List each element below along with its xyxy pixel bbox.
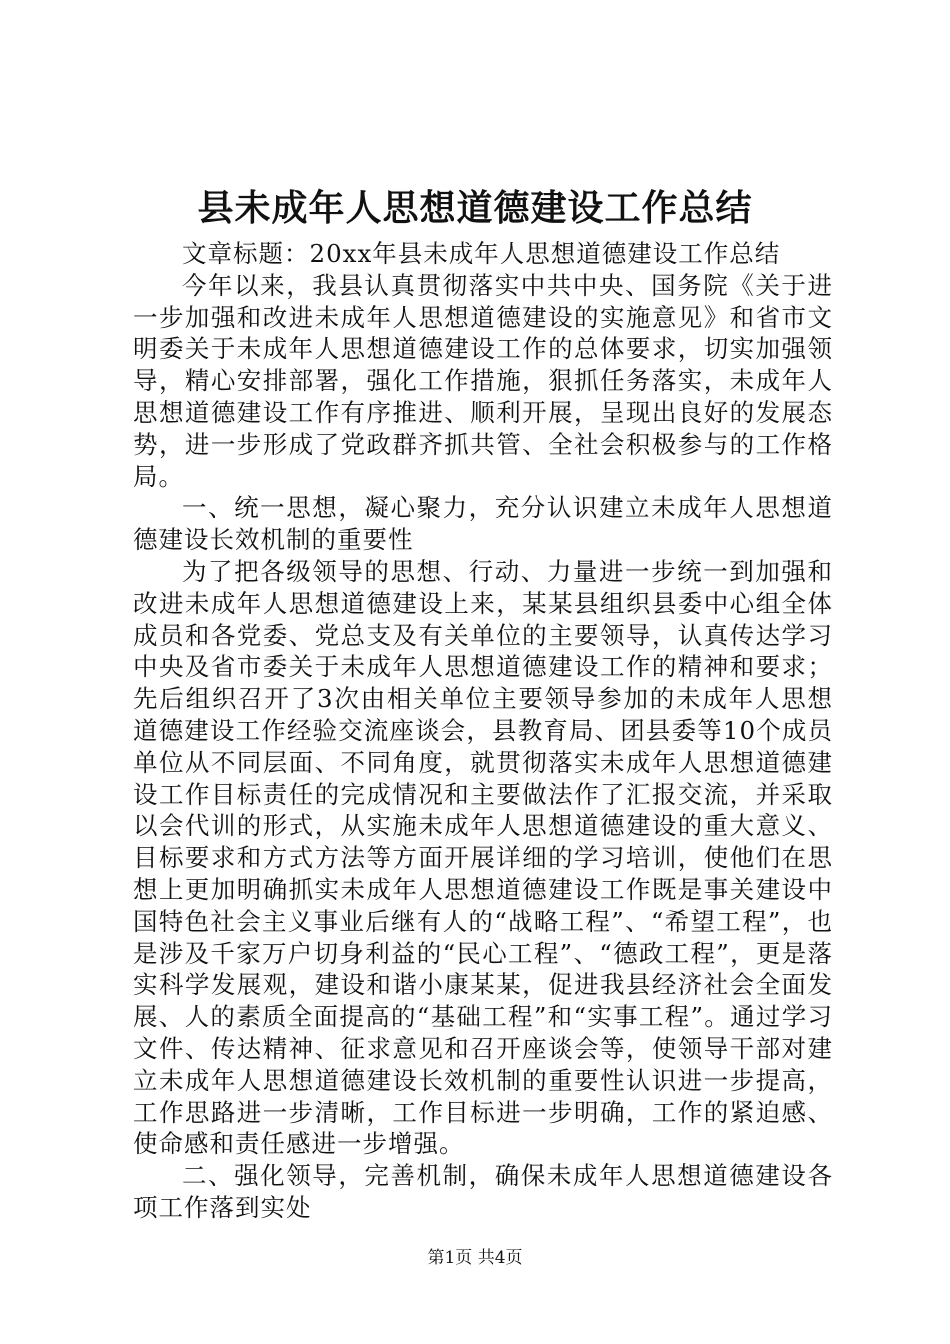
section-heading-1: 一、统一思想，凝心聚力，充分认识建立未成年人思想道德建设长效机制的重要性 [133, 493, 833, 555]
section-1-paragraph: 为了把各级领导的思想、行动、力量进一步统一到加强和改进未成年人思想道德建设上来，某某县组织县委中心组全体成员和各党委、党总支及有关单位的主要领导，认真传达学习中央及省市委关于未成年人思想道德建设工作的精神和要求；先后组织召开了3次由相关单位主要领导参加的未成年人思想道德建设工作经验交流座谈会，县教育局、团县委等10个成员单位从不同层面、不同角度，就贯彻落实未成年人思想道德建设工作目标责任的完成情况和主要做法作了汇报交流，并采取以会代训的形式，从实施未成年人思想道德建设的重大意义、目标要求和方式方法等方面开展详细的学习培训，使他们在思想上更加明确抓实未成年人思想道德建设工作既是事关建设中国特色社会主义事业后继有人的“战略工程”、“希望工程”，也是涉及千家万户切身利益的“民心工程”、“德政工程”，更是落实科学发展观，建设和谐小康某某，促进我县经济社会全面发展、人的素质全面提高的“基础工程”和“实事工程”。通过学习文件、传达精神、征求意见和召开座谈会等，使领导干部对建立未成年人思想道德建设长效机制的重要性认识进一步提高，工作思路进一步清晰，工作目标进一步明确，工作的紧迫感、使命感和责任感进一步增强。 [133, 556, 833, 1159]
page-number-footer: 第1页 共4页 [427, 1248, 523, 1268]
document-title: 县未成年人思想道德建设工作总结 [197, 187, 753, 229]
article-title-line: 文章标题：20xx年县未成年人思想道德建设工作总结 [182, 239, 781, 268]
intro-paragraph: 今年以来，我县认真贯彻落实中共中央、国务院《关于进一步加强和改进未成年人思想道德建设的实施意见》和省市文明委关于未成年人思想道德建设工作的总体要求，切实加强领导，精心安排部署，强化工作措施，狠抓任务落实，未成年人思想道德建设工作有序推进、顺利开展，呈现出良好的发展态势，进一步形成了党政群齐抓共管、全社会积极参与的工作格局。 [133, 270, 833, 491]
document-body [133, 238, 833, 1224]
section-heading-2: 二、强化领导，完善机制，确保未成年人思想道德建设各项工作落到实处 [133, 1161, 833, 1222]
